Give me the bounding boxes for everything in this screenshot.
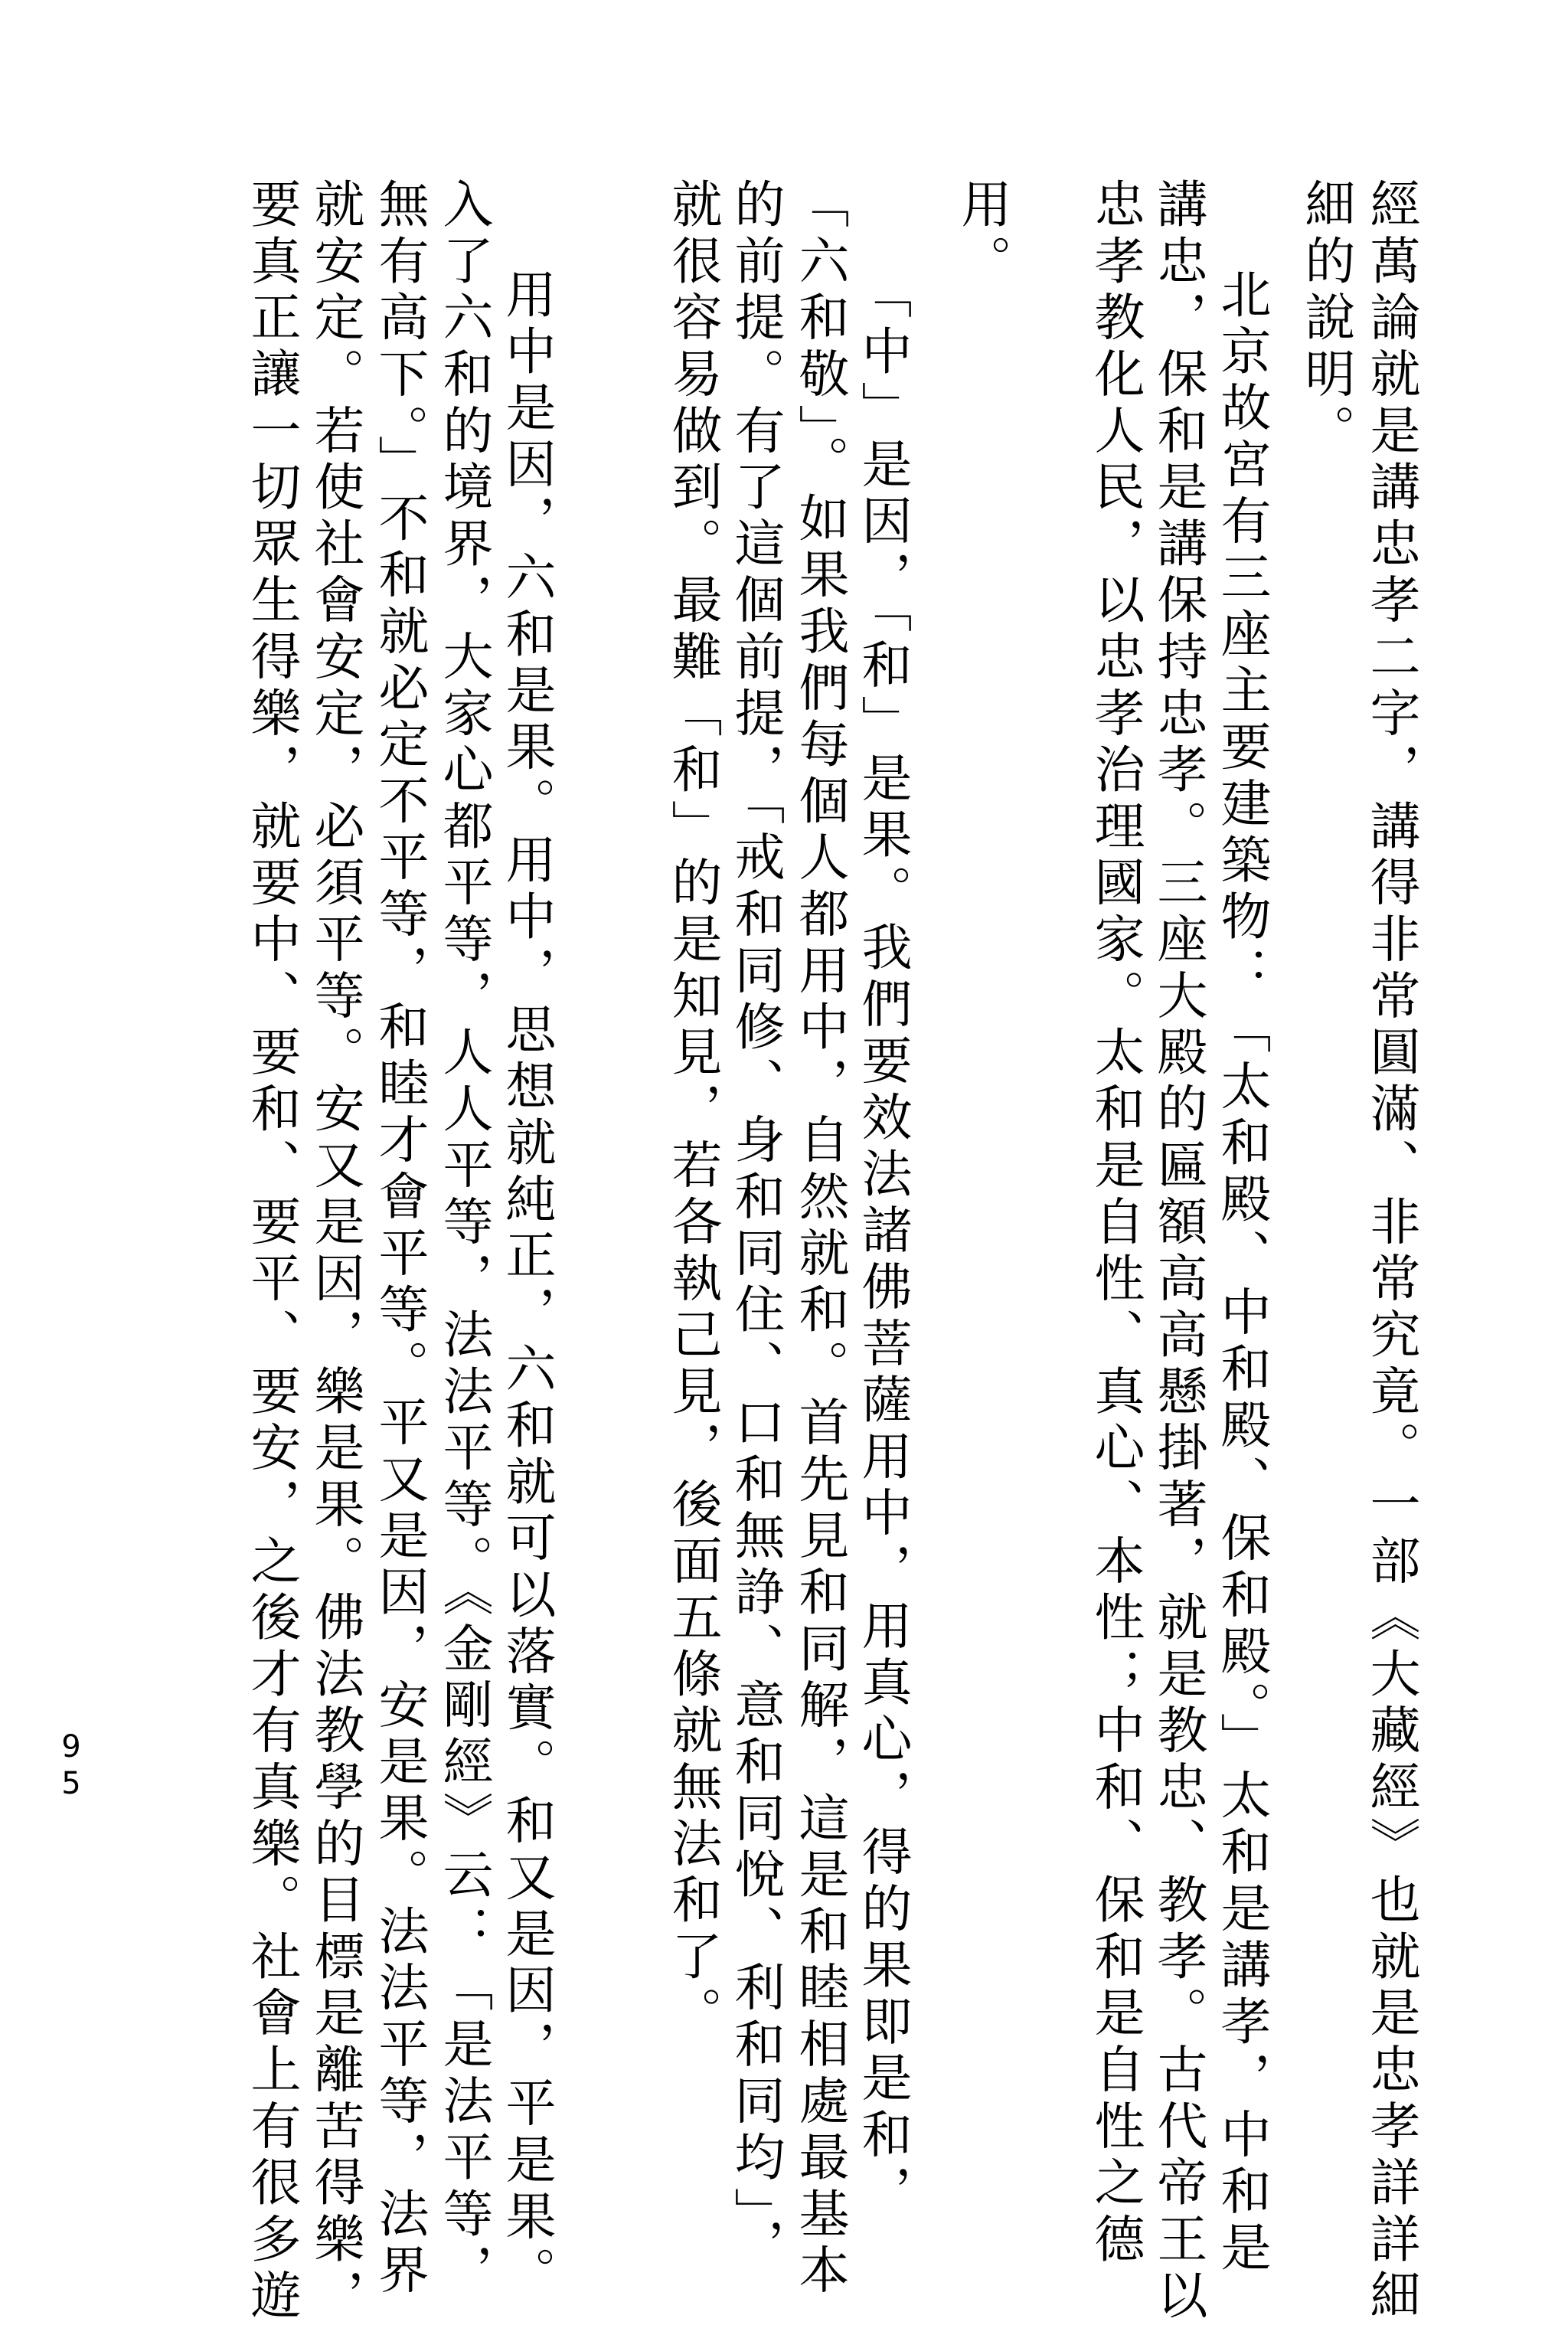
text-column-3: 北京故宮有三座主要建築物：「太和殿、中和殿、保和殿。」太和是講孝，中和是 [1212,268,1271,2278]
text-column-1: 經萬論就是講忠孝二字，講得非常圓滿、非常究竟。一部《大藏經》也就是忠孝詳詳細 [1361,178,1420,2325]
text-column-11: 用中是因，六和是果。用中，思想就純正，六和就可以落實。和又是因，平是果。 [497,268,556,2303]
page-number: 95 [54,1729,89,1803]
text-column-12: 入了六和的境界，大家心都平等，人人平等，法法平等。《金剛經》云：「是法平等， [434,178,493,2300]
text-column-13: 無有高下。」不和就必定不平等，和睦才會平等。平又是因，安是果。法法平等，法界 [370,178,429,2300]
text-column-5: 忠孝教化人民，以忠孝治理國家。太和是自性、真心、本性；中和、保和是自性之德 [1086,178,1145,2269]
text-column-14: 就安定。若使社會安定，必須平等。安又是因，樂是果。佛法教學的目標是離苦得樂， [305,178,364,2325]
text-column-6: 用。 [952,178,1011,291]
text-column-10: 就很容易做到。最難「和」的是知見，若各執己見，後面五條就無法和了。 [663,178,722,2043]
text-column-15: 要真正讓一切眾生得樂，就要中、要和、要平、要安，之後才有真樂。社會上有很多遊 [242,178,301,2325]
text-column-9: 的前提。有了這個前提，「戒和同修、身和同住、口和無諍、意和同悅、利和同均」， [726,178,785,2275]
text-column-8: 「六和敬」。如果我們每個人都用中，自然就和。首先見和同解，這是和睦相處最基本 [790,178,849,2300]
text-column-4: 講忠，保和是講保持忠孝。三座大殿的匾額高高懸掛著，就是教忠、教孝。古代帝王以 [1148,178,1207,2325]
text-column-7: 「中」是因，「和」是果。我們要效法諸佛菩薩用中，用真心，得的果即是和， [853,268,912,2221]
text-column-2: 細的說明。 [1296,178,1355,460]
